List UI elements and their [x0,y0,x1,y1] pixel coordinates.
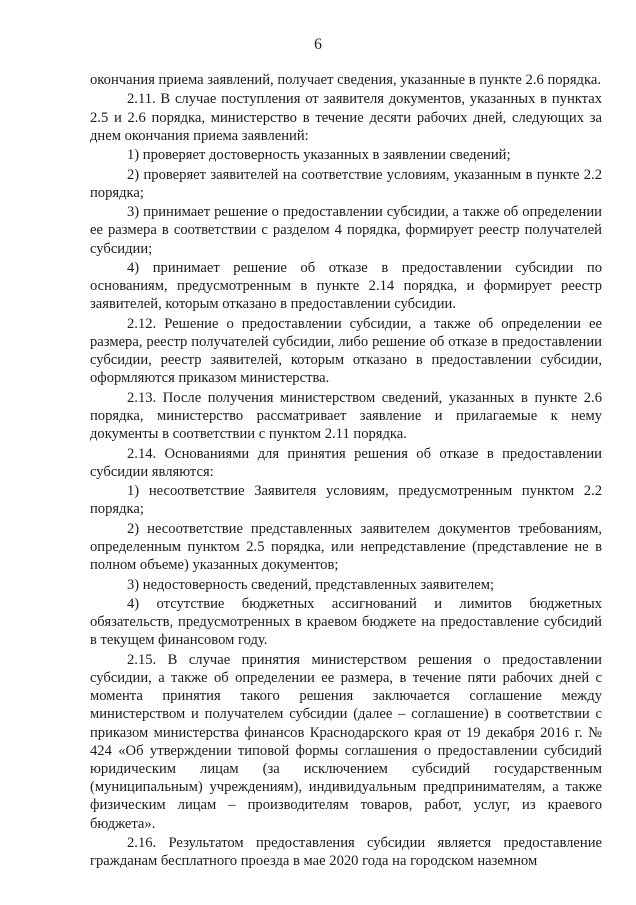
paragraph: 2.12. Решение о предоставлении субсидии, а также об определении ее размера, реестр получателей субсидии, либо решение об отказе в предоставлении субсидии, реестр заявителей, которым отказано в предоставлении субсидии, оформляются приказом министерства. [90,315,602,387]
paragraph: 1) проверяет достоверность указанных в заявлении сведений; [127,147,511,164]
paragraph: 2.11. В случае поступления от заявителя документов, указанных в пунктах 2.5 и 2.6 порядка, министерство в течение десяти рабочих дней, следующих за днем окончания приема заявлений: [90,91,602,144]
page-number: 6 [314,36,322,53]
paragraph: 2.16. Результатом предоставления субсидии является предоставление гражданам бесплатного проезда в мае 2020 года на городском наземном [90,834,602,870]
paragraph: 2.13. После получения министерством сведений, указанных в пункте 2.6 порядка, министерство рассматривает заявление и прилагаемые к нему документы в соответствии с пунктом 2.11 порядка. [90,389,602,443]
paragraph: 4) отсутствие бюджетных ассигнований и лимитов бюджетных обязательств, предусмотренных в краевом бюджете на предоставление субсидий в текущем финансовом году. [90,595,602,649]
paragraph: 1) несоответствие Заявителя условиям, предусмотренным пунктом 2.2 порядка; [90,483,602,518]
paragraph: окончания приема заявлений, получает сведения, указанные в пункте 2.6 порядка. [90,72,601,88]
paragraph: 4) принимает решение об отказе в предоставлении субсидии по основаниям, предусмотренным в пункте 2.14 порядка, и формирует реестр заявителей, которым отказано в предоставлении субсидии. [90,259,602,313]
paragraph: 2) проверяет заявителей на соответствие условиям, указанным в пункте 2.2 порядка; [90,166,602,201]
paragraph: 3) недостоверность сведений, представленных заявителем; [127,576,495,593]
paragraph: 2.14. Основаниями для принятия решения об отказе в предоставлении субсидии являются: [90,445,602,480]
paragraph: 2.15. В случае принятия министерством решения о предоставлении субсидии, а также об определении ее размера, в течение пяти рабочих дней с момента принятия такого решения заключается соглашение между министерством и получателем субсидии (далее – соглашение) в соответствии с приказом министерства финансов Краснодарского края от 19 декабря 2016 г. № 424 «Об утверждении типовой формы соглашения о предоставлении субсидий юридическим лицам (за исключением субсидий государственным (муниципальным) учреждениям), индивидуальным предпринимателям, а также физическим лицам – производителям товаров, работ, услуг, из краевого бюджета». [90,651,602,832]
document-body [90,71,602,872]
paragraph: 3) принимает решение о предоставлении субсидии, а также об определении ее размера в соответствии с разделом 4 порядка, формирует реестр получателей субсидии; [90,204,602,257]
paragraph: 2) несоответствие представленных заявителем документов требованиям, определенным пунктом 2.5 порядка, или непредставление (представление не в полном объеме) указанных документов; [90,520,602,574]
